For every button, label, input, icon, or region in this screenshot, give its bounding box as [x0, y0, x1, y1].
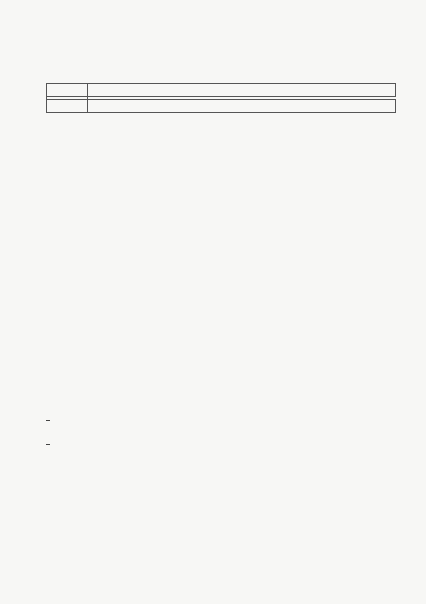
delta-header — [47, 84, 88, 97]
function-table — [46, 83, 396, 113]
sum-table-2 — [46, 444, 50, 445]
t-header-bottom — [88, 100, 396, 113]
sum2-psi-label — [46, 445, 50, 446]
sum-table-1 — [46, 420, 50, 421]
t-header-top — [88, 84, 396, 97]
delta-footer — [47, 100, 88, 113]
sum1-psi-label — [46, 421, 50, 422]
